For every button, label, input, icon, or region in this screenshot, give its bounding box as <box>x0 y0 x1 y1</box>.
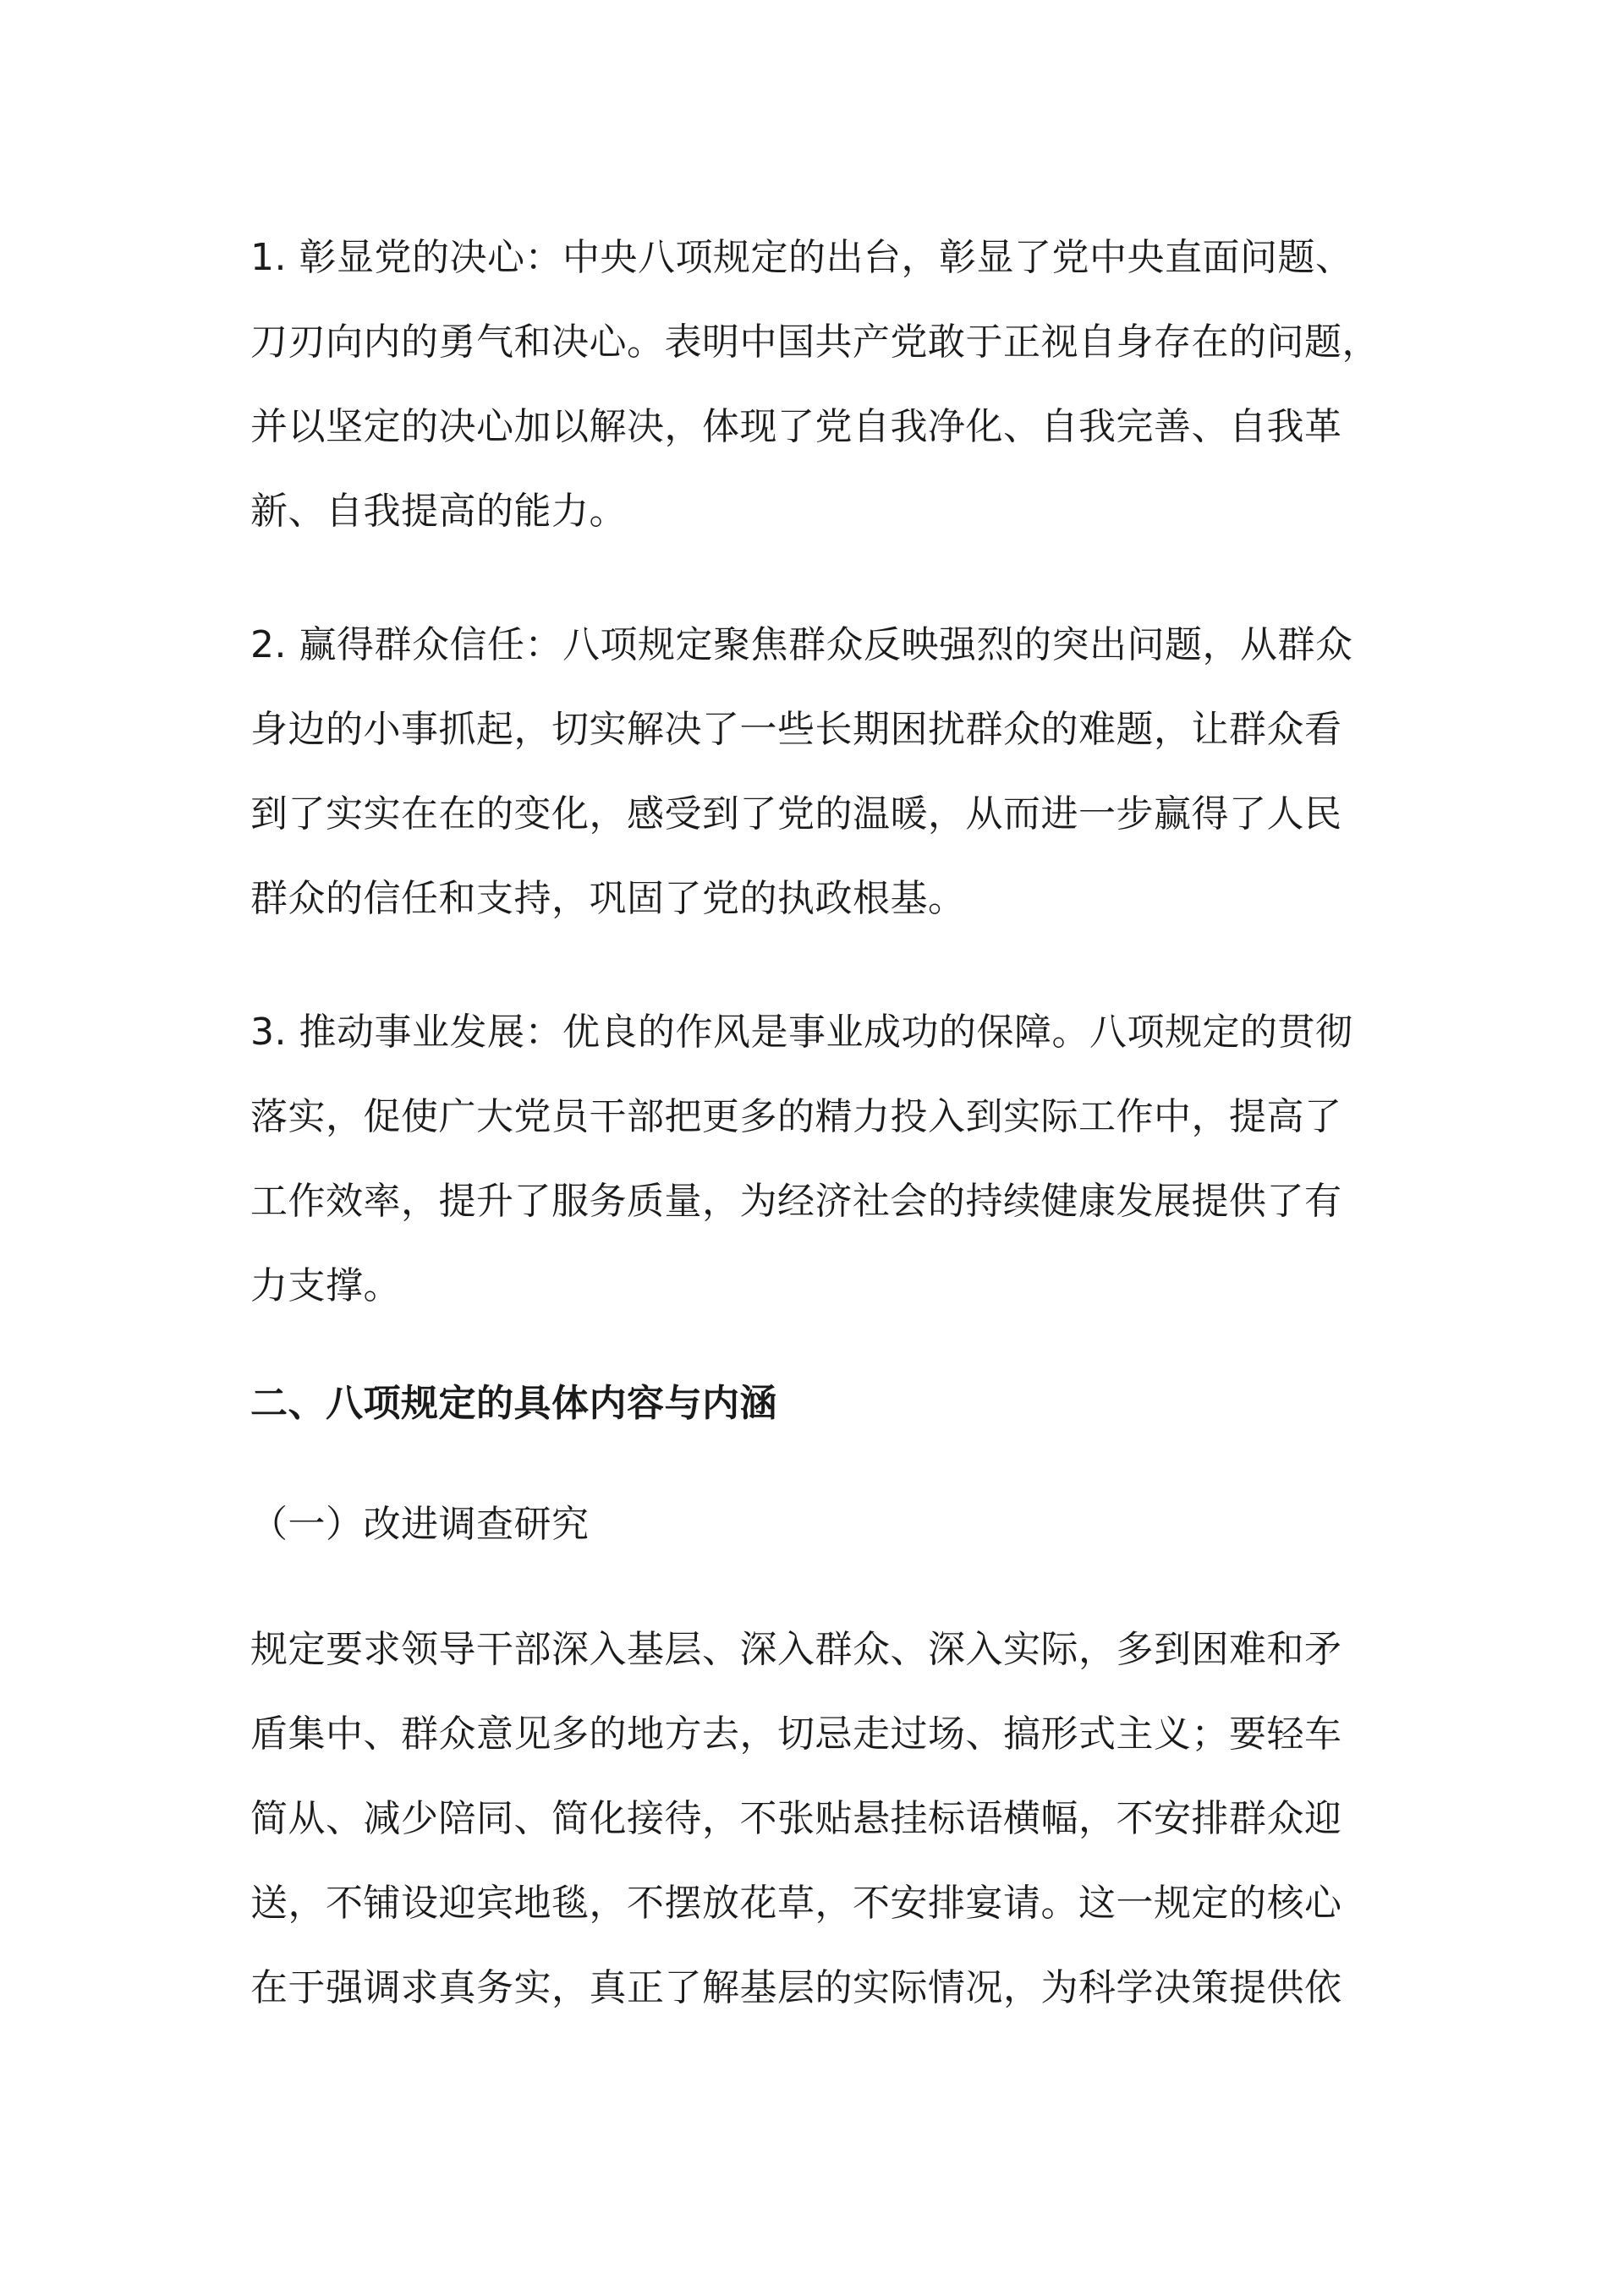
paragraph-2-line-2: 身边的小事抓起，切实解决了一些长期困扰群众的难题，让群众看 <box>250 708 1342 751</box>
subsection-heading: （一）改进调查研究 <box>250 1503 590 1546</box>
paragraph-1-line-2: 刀刃向内的勇气和决心。表明中国共产党敢于正视自身存在的问题， <box>250 321 1380 364</box>
paragraph-2-line-3: 到了实实在在的变化，感受到了党的温暖，从而进一步赢得了人民 <box>250 792 1342 836</box>
paragraph-4-line-3: 简从、减少陪同、简化接待，不张贴悬挂标语横幅，不安排群众迎 <box>250 1797 1342 1840</box>
paragraph-3-line-3: 工作效率，提升了服务质量，为经济社会的持续健康发展提供了有 <box>250 1180 1342 1223</box>
paragraph-3-line-4: 力支撑。 <box>250 1264 401 1307</box>
paragraph-1-line-3: 并以坚定的决心加以解决，体现了党自我净化、自我完善、自我革 <box>250 405 1342 448</box>
paragraph-2-line-4: 群众的信任和支持，巩固了党的执政根基。 <box>250 877 966 920</box>
paragraph-3-line-1: 3. 推动事业发展：优良的作风是事业成功的保障。八项规定的贯彻 <box>250 1011 1353 1054</box>
paragraph-1-line-1: 1. 彰显党的决心：中央八项规定的出台，彰显了党中央直面问题、 <box>250 236 1353 279</box>
paragraph-4-line-2: 盾集中、群众意见多的地方去，切忌走过场、搞形式主义；要轻车 <box>250 1712 1342 1756</box>
paragraph-4-line-5: 在于强调求真务实，真正了解基层的实际情况，为科学决策提供依 <box>250 1966 1342 2009</box>
paragraph-1-line-4: 新、自我提高的能力。 <box>250 490 627 533</box>
paragraph-3-line-2: 落实，促使广大党员干部把更多的精力投入到实际工作中，提高了 <box>250 1095 1342 1138</box>
section-heading: 二、八项规定的具体内容与内涵 <box>250 1382 777 1425</box>
paragraph-4-line-1: 规定要求领导干部深入基层、深入群众、深入实际，多到困难和矛 <box>250 1628 1342 1671</box>
paragraph-2-line-1: 2. 赢得群众信任：八项规定聚焦群众反映强烈的突出问题，从群众 <box>250 623 1353 666</box>
paragraph-4-line-4: 送，不铺设迎宾地毯，不摆放花草，不安排宴请。这一规定的核心 <box>250 1882 1342 1925</box>
